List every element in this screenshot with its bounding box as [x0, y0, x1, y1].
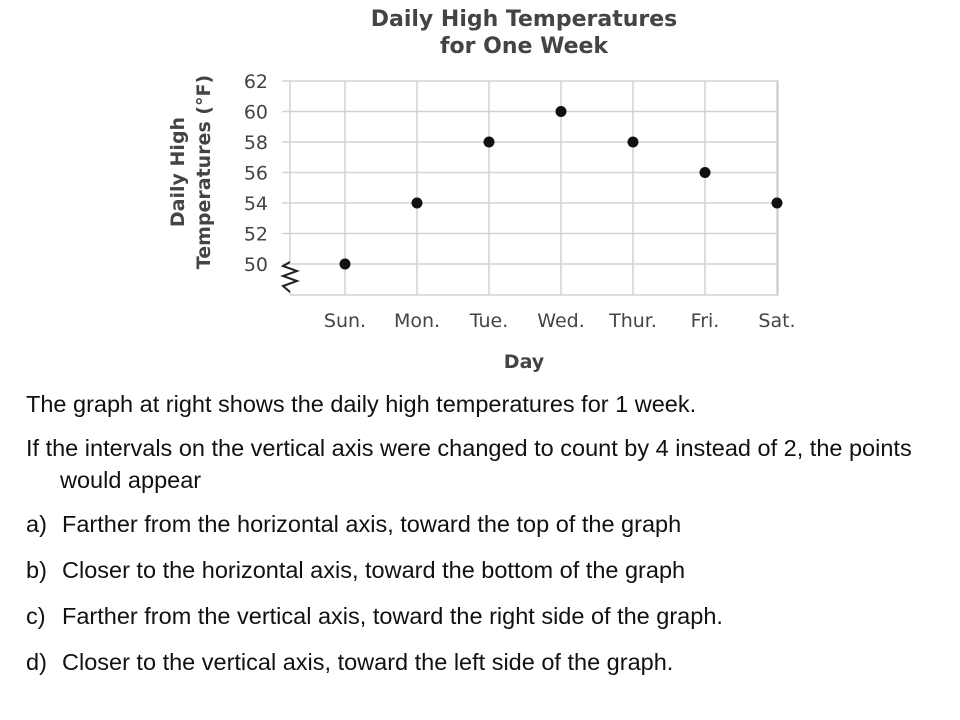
x-tick-label: Tue. [469, 310, 509, 332]
x-tick-label: Thur. [609, 310, 657, 332]
option-a[interactable] [26, 508, 946, 540]
y-tick-label: 52 [243, 223, 268, 246]
option-a-letter: a) [26, 511, 47, 537]
option-b-text: Closer to the horizontal axis, toward the bottom of the graph [62, 557, 686, 583]
y-tick-label: 62 [243, 71, 268, 93]
question-block [26, 388, 946, 692]
y-axis-label-line: Daily High [167, 116, 189, 228]
question-prompt: If the intervals on the vertical axis were changed to count by 4 instead of 2, the points would appear [26, 435, 912, 493]
option-d[interactable] [26, 646, 946, 678]
option-b[interactable] [26, 554, 946, 586]
option-a-text: Farther from the horizontal axis, toward the top of the graph [62, 511, 682, 537]
y-tick-label: 54 [243, 193, 268, 215]
data-point [412, 198, 423, 209]
y-tick-label: 60 [243, 101, 268, 124]
data-point [556, 106, 567, 117]
x-tick-label: Wed. [537, 310, 585, 332]
data-point [484, 137, 495, 148]
option-d-text: Closer to the vertical axis, toward the left side of the graph. [62, 649, 674, 675]
x-tick-label: Sun. [323, 310, 367, 332]
y-axis-label-line: Temperatures (°F) [193, 74, 215, 270]
option-c-text: Farther from the vertical axis, toward the right side of the graph. [62, 603, 723, 629]
y-tick-label: 56 [243, 162, 268, 185]
option-c[interactable] [26, 600, 946, 632]
data-point [340, 259, 351, 270]
chart-title-line: Daily High Temperatures [370, 7, 678, 32]
question-intro: The graph at right shows the daily high temperatures for 1 week. [26, 391, 697, 417]
data-point [772, 198, 783, 209]
y-tick-label: 58 [243, 132, 268, 154]
chart-title-line: for One Week [439, 34, 609, 59]
axis-break-icon [283, 262, 297, 292]
x-axis-label: Day [503, 351, 545, 373]
x-tick-label: Sat. [758, 310, 796, 332]
data-point [628, 137, 639, 148]
option-b-letter: b) [26, 557, 47, 583]
option-d-letter: d) [26, 649, 47, 675]
x-tick-label: Fri. [690, 310, 720, 332]
y-tick-label: 50 [243, 254, 268, 276]
option-c-letter: c) [26, 603, 46, 629]
data-point [700, 167, 711, 178]
x-tick-label: Mon. [393, 310, 441, 332]
